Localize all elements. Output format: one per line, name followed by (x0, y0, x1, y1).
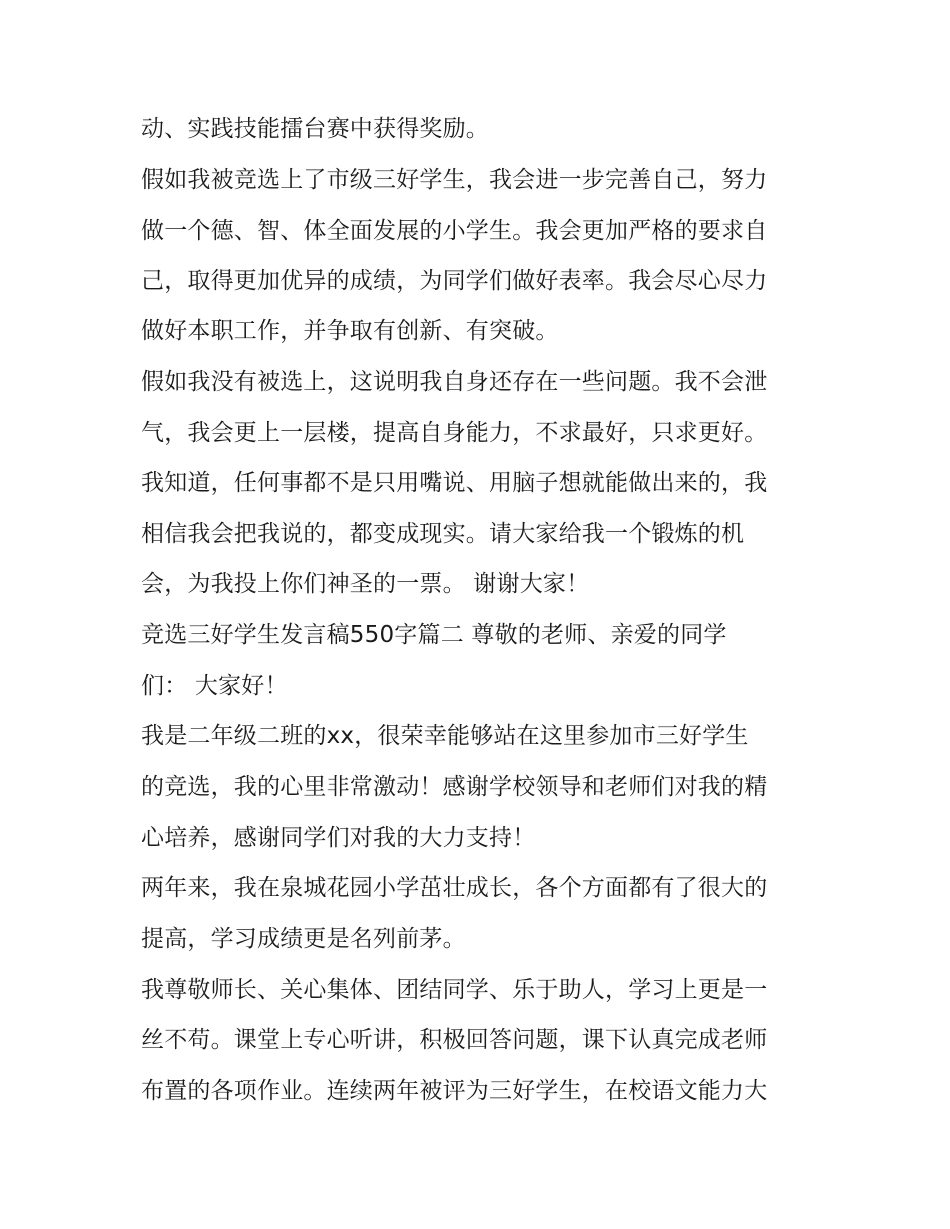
text-line: 提高，学习成绩更是名列前茅。 (141, 926, 466, 952)
text-line: 做一个德、智、体全面发展的小学生。我会更加严格的要求自 (141, 218, 768, 244)
text-line: 布置的各项作业。连续两年被评为三好学生，在校语文能力大 (141, 1078, 768, 1104)
text-line: 相信我会把我说的，都变成现实。请大家给我一个锻炼的机 (141, 521, 745, 547)
text-line: 我尊敬师长、关心集体、团结同学、乐于助人，学习上更是一 (141, 977, 768, 1003)
text-line: 我知道，任何事都不是只用嘴说、用脑子想就能做出来的，我 (141, 470, 768, 496)
text-line: 丝不苟。课堂上专心听讲，积极回答问题，课下认真完成老师 (141, 1027, 768, 1053)
text-line: 会，为我投上你们神圣的一票。 谢谢大家！ (141, 571, 590, 597)
text-line: 竞选三好学生发言稿550字篇二 尊敬的老师、亲爱的同学 (141, 622, 727, 648)
text-line: 两年来，我在泉城花园小学茁壮成长，各个方面都有了很大的 (141, 875, 768, 901)
text-line: 己，取得更加优异的成绩，为同学们做好表率。我会尽心尽力 (141, 268, 768, 294)
text-line: 假如我被竞选上了市级三好学生，我会进一步完善自己，努力 (141, 167, 768, 193)
text-line: 假如我没有被选上，这说明我自身还存在一些问题。我不会泄 (141, 369, 768, 395)
text-line: 的竞选，我的心里非常激动！感谢学校领导和老师们对我的精 (141, 774, 768, 800)
text-line: 做好本职工作，并争取有创新、有突破。 (141, 318, 559, 344)
text-line: 心培养，感谢同学们对我的大力支持！ (141, 825, 536, 851)
text-line: 们： 大家好！ (141, 673, 288, 699)
text-line: 我是二年级二班的xx，很荣幸能够站在这里参加市三好学生 (141, 723, 749, 749)
text-line: 气，我会更上一层楼，提高自身能力，不求最好，只求更好。 (141, 420, 768, 446)
text-line: 动、实践技能擂台赛中获得奖励。 (141, 116, 489, 142)
